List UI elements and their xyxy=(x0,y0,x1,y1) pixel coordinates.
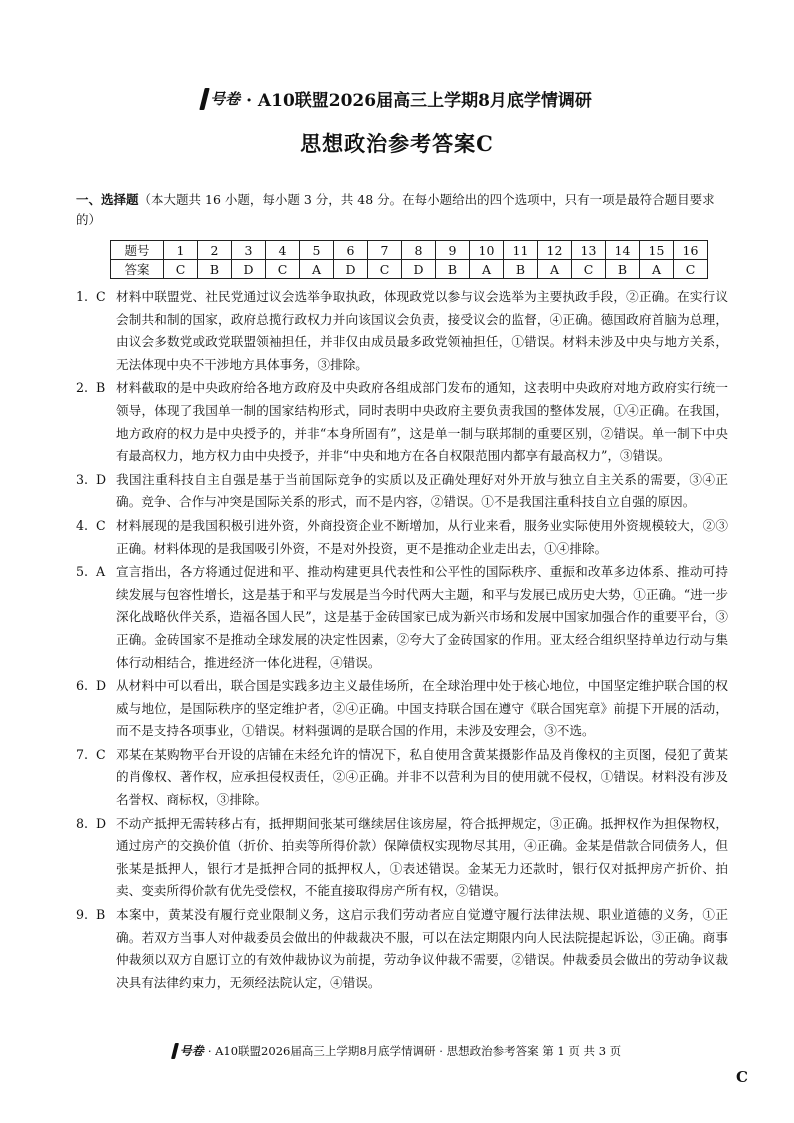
item-answer: C xyxy=(96,746,106,762)
exam-title: · A10联盟2026届高三上学期8月底学情调研 xyxy=(246,91,592,111)
explanation-list xyxy=(76,286,728,995)
answer-cell: D xyxy=(232,260,266,279)
answer-cell: D xyxy=(334,260,368,279)
page-header xyxy=(0,86,794,158)
question-number: 4 xyxy=(266,241,300,260)
header-title-line xyxy=(202,86,592,111)
version-mark: C xyxy=(736,1068,748,1086)
question-number: 3 xyxy=(232,241,266,260)
item-number: 9. xyxy=(76,907,89,923)
item-number: 1. xyxy=(76,289,89,304)
row-label-numbers: 题号 xyxy=(111,241,164,260)
answer-cell: A xyxy=(538,260,572,279)
item-answer: C xyxy=(96,517,106,533)
item-answer: D xyxy=(96,678,107,694)
item-answer: B xyxy=(96,380,106,396)
item-number: 3. xyxy=(76,471,89,487)
answer-cell: B xyxy=(436,260,470,279)
item-number: 5. xyxy=(76,564,89,580)
item-answer: C xyxy=(96,289,106,304)
item-text: 不动产抵押无需转移占有，抵押期间张某可继续居住该房屋，符合抵押规定，③正确。抵押权作为担保物权，通过房产的交换价值（折价、拍卖等所得价款）保障债权实现物尽其用，④正确。金某是借款合同债务人，但张某是抵押人，银行才是抵押合同的抵押权人，①表述错误。金某无力还款时，银行仅对抵押房产折价、拍卖、变卖所得价款有优先受偿权，不能直接取得房产所有权，②错误。 xyxy=(116,815,728,899)
explanation-item xyxy=(76,561,728,674)
section-heading xyxy=(76,190,724,230)
item-text: 材料展现的是我国积极引进外资，外商投资企业不断增加，从行业来看，服务业实际使用外资规模较大，②③正确。材料体现的是我国吸引外资，不是对外投资，更不是推动企业走出去，①④排除。 xyxy=(116,517,728,556)
item-text: 我国注重科技自主自强是基于当前国际竞争的实质以及正确处理好对外开放与独立自主关系的需要，③④正确。竞争、合作与冲突是国际关系的形式，而不是内容，②错误。①不是我国注重科技自立自强的原因。 xyxy=(116,471,728,510)
question-number: 5 xyxy=(300,241,334,260)
footer-logo xyxy=(173,1042,204,1059)
footer-logo-text: 号卷 xyxy=(179,1044,204,1058)
item-number: 6. xyxy=(76,678,89,694)
explanation-item xyxy=(76,515,728,560)
logo-stroke-icon xyxy=(171,1043,179,1059)
item-number: 8. xyxy=(76,815,89,831)
answer-cell: B xyxy=(606,260,640,279)
question-number: 13 xyxy=(572,241,606,260)
item-answer: B xyxy=(96,907,106,923)
question-number: 11 xyxy=(504,241,538,260)
item-number: 7. xyxy=(76,746,89,762)
item-answer: D xyxy=(96,815,107,831)
page-footer xyxy=(0,1042,794,1059)
explanation-item xyxy=(76,813,728,903)
item-answer: D xyxy=(96,471,107,487)
question-number: 16 xyxy=(674,241,708,260)
question-number: 8 xyxy=(402,241,436,260)
explanation-item xyxy=(76,744,728,812)
explanation-item xyxy=(76,675,728,743)
brand-logo xyxy=(202,88,240,110)
question-number: 10 xyxy=(470,241,504,260)
item-number: 4. xyxy=(76,517,89,533)
logo-stroke-icon xyxy=(199,88,209,110)
answer-cell: A xyxy=(300,260,334,279)
logo-text: 号卷 xyxy=(210,90,241,108)
item-text: 材料截取的是中央政府给各地方政府及中央政府各组成部门发布的通知，这表明中央政府对地方政府实行统一领导，体现了我国单一制的国家结构形式，同时表明中央政府主要负责我国的整体发展，①④正确。在我国，地方政府的权力是中央授予的，并非“本身所固有”，这是单一制与联邦制的重要区别，②错误。单一制下中央有最高权力，地方权力由中央授予，并非“中央和地方在各自权限范围内都享有最高权力”，③错误。 xyxy=(116,380,728,464)
item-text: 从材料中可以看出，联合国是实践多边主义最佳场所，在全球治理中处于核心地位，中国坚定维护联合国的权威与地位，是国际秩序的坚定维护者，②④正确。中国支持联合国在遵守《联合国宪章》前提下开展的活动，而不是支持各项事业，①错误。材料强调的是联合国的作用，未涉及安理会，③不选。 xyxy=(116,678,728,739)
item-text: 本案中，黄某没有履行竞业限制义务，这启示我们劳动者应自觉遵守履行法律法规、职业道德的义务，①正确。若双方当事人对仲裁委员会做出的仲裁裁决不服，可以在法定期限内向人民法院提起诉讼，③正确。商事仲裁须以双方自愿订立的有效仲裁协议为前提，劳动争议仲裁不需要，②错误。仲裁委员会做出的劳动争议裁决具有法律约束力，无须经法院认定，④错误。 xyxy=(116,907,728,990)
item-answer: A xyxy=(96,564,106,580)
item-number: 2. xyxy=(76,380,89,396)
answer-cell: C xyxy=(368,260,402,279)
row-label-answers: 答案 xyxy=(111,260,164,279)
section-title: 一、选择题（本大题共 16 小题，每小题 3 分，共 48 分。在每小题给出的四个选项中，只有一项是最符合题目要求的） xyxy=(76,192,715,227)
answer-table-row-numbers xyxy=(111,241,708,260)
answer-cell: B xyxy=(504,260,538,279)
answer-cell: B xyxy=(198,260,232,279)
answer-cell: A xyxy=(470,260,504,279)
question-number: 6 xyxy=(334,241,368,260)
answer-cell: C xyxy=(266,260,300,279)
answer-cell: A xyxy=(640,260,674,279)
section-description: （本大题共 16 小题，每小题 3 分，共 48 分。在每小题给出的四个选项中，只有一项是最符合题目要求的） xyxy=(76,192,715,227)
item-text: 材料中联盟党、社民党通过议会选举争取执政，体现政党以参与议会选举为主要执政手段，②正确。在实行议会制共和制的国家，政府总揽行政权力并向该国议会负责，接受议会的监督，④正确。德国政府首脑为总理，由议会多数党或政党联盟领袖担任，并非仅由成员最多政党领袖担任，①错误。材料未涉及中央与地方关系，无法体现中央不干涉地方具体事务，③排除。 xyxy=(116,289,728,372)
question-number: 1 xyxy=(164,241,198,260)
answer-cell: D xyxy=(402,260,436,279)
item-text: 邓某在某购物平台开设的店铺在未经允许的情况下，私自使用含黄某摄影作品及肖像权的主页图，侵犯了黄某的肖像权、著作权，应承担侵权责任，②④正确。并非不以营利为目的使用就不侵权，①错误。材料没有涉及名誉权、商标权，③排除。 xyxy=(116,746,728,808)
explanation-item xyxy=(76,377,728,467)
page-subtitle: 思想政治参考答案C xyxy=(300,130,494,156)
answer-table-row-answers xyxy=(111,260,708,279)
question-number: 14 xyxy=(606,241,640,260)
explanation-item xyxy=(76,286,728,376)
question-number: 7 xyxy=(368,241,402,260)
question-number: 12 xyxy=(538,241,572,260)
answer-cell: C xyxy=(572,260,606,279)
item-text: 宣言指出，各方将通过促进和平、推动构建更具代表性和公平性的国际秩序、重振和改革多边体系、推动可持续发展与包容性增长，这是基于和平与发展是当今时代两大主题，和平与发展已成历史大势，①正确。“进一步深化战略伙伴关系，造福各国人民”，这是基于金砖国家已成为新兴市场和发展中国家加强合作的重要平台，③正确。金砖国家不是推动全球发展的决定性因素，②夸大了金砖国家的作用。亚太经合组织坚持单边行动与集体行动相结合，推进经济一体化进程，④错误。 xyxy=(116,564,728,670)
answer-table xyxy=(110,240,708,279)
explanation-item xyxy=(76,469,728,514)
answer-cell: C xyxy=(164,260,198,279)
answer-cell: C xyxy=(674,260,708,279)
question-number: 15 xyxy=(640,241,674,260)
question-number: 9 xyxy=(436,241,470,260)
explanation-item xyxy=(76,904,728,994)
question-number: 2 xyxy=(198,241,232,260)
footer-text: · A10联盟2026届高三上学期8月底学情调研 · 思想政治参考答案 第 1 页 共 3 页 xyxy=(207,1043,622,1058)
